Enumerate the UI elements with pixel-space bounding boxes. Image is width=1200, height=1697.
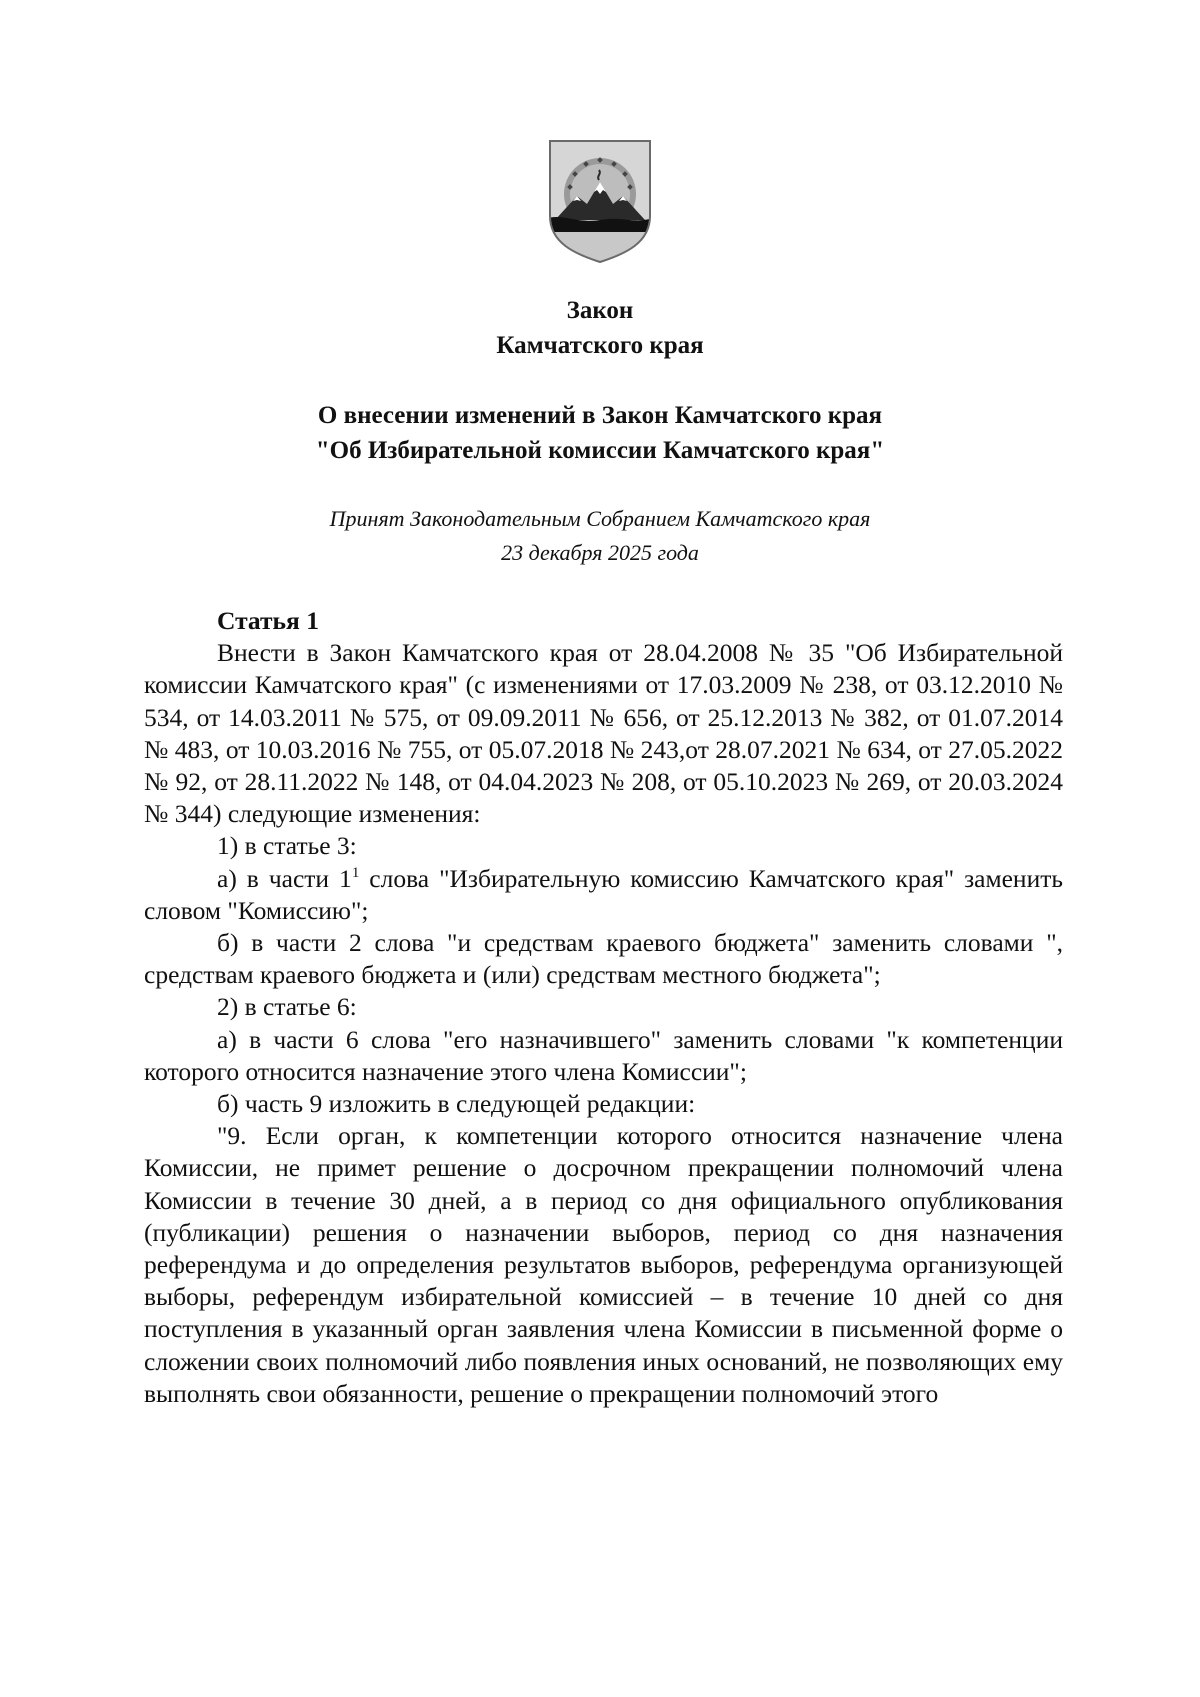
law-region: Камчатского края [496, 332, 704, 359]
kamchatka-coat-of-arms-icon [547, 138, 653, 266]
article-heading: Статья 1 [217, 606, 319, 635]
amendment-item-2: 2) в статье 6: [217, 992, 357, 1022]
law-title: Закон [566, 297, 634, 324]
amendment-item-1b: б) в части 2 слова "и средствам краевого бюджета" заменить словами ", средствам краевого бюджета и (или) средствам местного бюджета"; [144, 928, 1063, 990]
amendment-item-1a-start: а) в части 1 [217, 863, 352, 893]
superscript-index: 1 [351, 864, 360, 881]
adoption-date: 23 декабря 2025 года [501, 540, 699, 565]
amendment-item-1a [144, 863, 1063, 927]
amendment-item-2b: б) часть 9 изложить в следующей редакции: [217, 1089, 696, 1119]
document-body [144, 605, 1063, 1410]
amendment-item-1: 1) в статье 3: [217, 831, 357, 861]
adoption-note-line-1: Принят Законодательным Собранием Камчатского края [329, 506, 871, 531]
law-subject-line-1: О внесении изменений в Закон Камчатского края [317, 402, 883, 429]
quoted-new-text: "9. Если орган, к компетенции которого относится назначение члена Комиссии, не примет решение о досрочном прекращении полномочий члена Комиссии в течение 30 дней, а в период со дня официального опубликования (публикации) решения о назначении выборов, период со дня назначения референдума и до определения результатов выборов, референдума организующей выборы, референдум избирательной комиссией – в течение 10 дней со дня поступления в указанный орган заявления члена Комиссии в письменной форме о сложении своих полномочий либо появления иных оснований, не позволяющих ему выполнять свои обязанности, решение о прекращении полномочий этого [144, 1121, 1063, 1408]
article-intro-paragraph: Внести в Закон Камчатского края от 28.04.2008 № 35 "Об Избирательной комиссии Камчатского края" (с изменениями от 17.03.2009 № 238, от 03.12.2010 № 534, от 14.03.2011 № 575, от 09.09.2011 № 656, от 25.12.2013 № 382, от 01.07.2014 № 483, от 10.03.2016 № 755, от 05.07.2018 № 243,от 28.07.2021 № 634, от 27.05.2022 № 92, от 28.11.2022 № 148, от 04.04.2023 № 208, от 05.10.2023 № 269, от 20.03.2024 № 344) следующие изменения: [144, 638, 1063, 829]
law-subject-line-2: "Об Избирательной комиссии Камчатского края" [315, 437, 885, 464]
amendment-item-1a-end: слова "Избирательную комиссию Камчатского края" заменить словом "Комиссию"; [144, 863, 1063, 925]
amendment-item-2a: а) в части 6 слова "его назначившего" заменить словами "к компетенции которого относится назначение этого члена Комиссии"; [144, 1024, 1063, 1086]
